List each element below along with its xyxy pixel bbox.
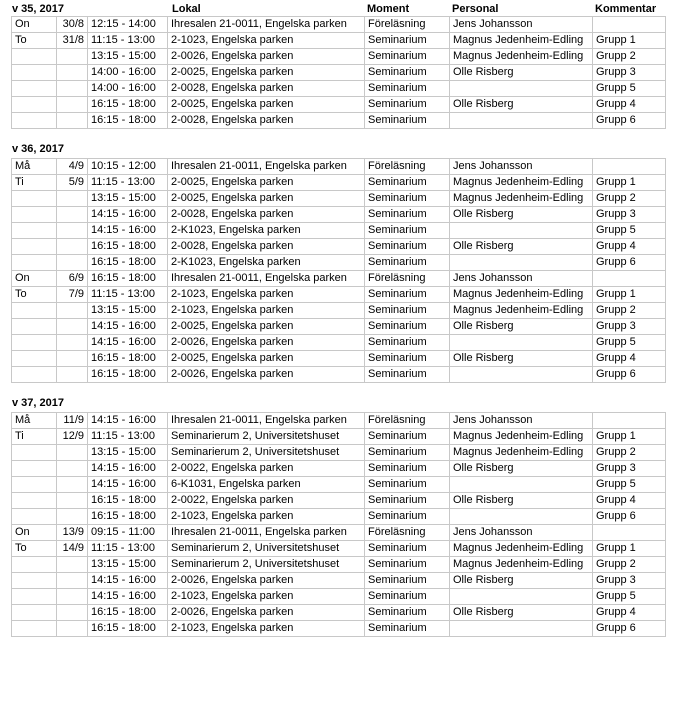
table-row xyxy=(12,239,666,255)
date-cell xyxy=(57,461,88,477)
time-cell: 13:15 - 15:00 xyxy=(88,191,168,207)
comment-cell: Grupp 1 xyxy=(593,33,666,49)
time-cell: 14:15 - 16:00 xyxy=(88,223,168,239)
day-cell xyxy=(12,509,57,525)
time-cell: 11:15 - 13:00 xyxy=(88,541,168,557)
comment-cell: Grupp 4 xyxy=(593,239,666,255)
column-header-moment: Moment xyxy=(367,3,410,15)
day-cell xyxy=(12,191,57,207)
staff-cell xyxy=(450,255,593,271)
date-cell: 11/9 xyxy=(57,413,88,429)
day-cell: On xyxy=(12,525,57,541)
moment-cell: Seminarium xyxy=(365,367,450,383)
moment-cell: Seminarium xyxy=(365,287,450,303)
day-cell: Ti xyxy=(12,175,57,191)
day-cell: On xyxy=(12,17,57,33)
comment-cell: Grupp 2 xyxy=(593,191,666,207)
staff-cell: Magnus Jedenheim-Edling xyxy=(450,49,593,65)
comment-cell: Grupp 2 xyxy=(593,557,666,573)
staff-cell: Jens Johansson xyxy=(450,17,593,33)
table-row xyxy=(12,461,666,477)
staff-cell: Jens Johansson xyxy=(450,525,593,541)
room-cell: 2-0025, Engelska parken xyxy=(168,175,365,191)
day-cell xyxy=(12,49,57,65)
time-cell: 14:15 - 16:00 xyxy=(88,207,168,223)
comment-cell: Grupp 3 xyxy=(593,573,666,589)
time-cell: 16:15 - 18:00 xyxy=(88,271,168,287)
date-cell: 5/9 xyxy=(57,175,88,191)
moment-cell: Seminarium xyxy=(365,255,450,271)
moment-cell: Seminarium xyxy=(365,605,450,621)
day-cell xyxy=(12,351,57,367)
time-cell: 14:00 - 16:00 xyxy=(88,81,168,97)
date-cell xyxy=(57,223,88,239)
date-cell: 6/9 xyxy=(57,271,88,287)
table-row xyxy=(12,429,666,445)
date-cell xyxy=(57,605,88,621)
room-cell: 2-0026, Engelska parken xyxy=(168,367,365,383)
date-cell: 13/9 xyxy=(57,525,88,541)
room-cell: 6-K1031, Engelska parken xyxy=(168,477,365,493)
day-cell: Må xyxy=(12,413,57,429)
staff-cell: Jens Johansson xyxy=(450,271,593,287)
date-cell xyxy=(57,207,88,223)
comment-cell: Grupp 6 xyxy=(593,113,666,129)
staff-cell: Magnus Jedenheim-Edling xyxy=(450,541,593,557)
date-cell xyxy=(57,589,88,605)
time-cell: 13:15 - 15:00 xyxy=(88,557,168,573)
date-cell: 4/9 xyxy=(57,159,88,175)
room-cell: 2-1023, Engelska parken xyxy=(168,303,365,319)
moment-cell: Föreläsning xyxy=(365,525,450,541)
date-cell xyxy=(57,445,88,461)
table-row xyxy=(12,81,666,97)
time-cell: 13:15 - 15:00 xyxy=(88,445,168,461)
day-cell xyxy=(12,65,57,81)
moment-cell: Seminarium xyxy=(365,541,450,557)
room-cell: 2-0022, Engelska parken xyxy=(168,493,365,509)
date-cell xyxy=(57,81,88,97)
comment-cell: Grupp 3 xyxy=(593,319,666,335)
moment-cell: Seminarium xyxy=(365,97,450,113)
day-cell: To xyxy=(12,541,57,557)
time-cell: 11:15 - 13:00 xyxy=(88,175,168,191)
moment-cell: Föreläsning xyxy=(365,271,450,287)
date-cell xyxy=(57,65,88,81)
time-cell: 14:15 - 16:00 xyxy=(88,461,168,477)
table-row xyxy=(12,477,666,493)
comment-cell: Grupp 4 xyxy=(593,493,666,509)
time-cell: 11:15 - 13:00 xyxy=(88,429,168,445)
table-row xyxy=(12,113,666,129)
moment-cell: Seminarium xyxy=(365,191,450,207)
staff-cell: Magnus Jedenheim-Edling xyxy=(450,445,593,461)
table-row xyxy=(12,159,666,175)
room-cell: Seminarierum 2, Universitetshuset xyxy=(168,445,365,461)
date-cell: 30/8 xyxy=(57,17,88,33)
day-cell xyxy=(12,573,57,589)
day-cell xyxy=(12,239,57,255)
table-row xyxy=(12,621,666,637)
day-cell xyxy=(12,367,57,383)
staff-cell xyxy=(450,509,593,525)
week-spacer xyxy=(11,383,665,395)
comment-cell: Grupp 2 xyxy=(593,49,666,65)
moment-cell: Seminarium xyxy=(365,49,450,65)
comment-cell: Grupp 2 xyxy=(593,303,666,319)
room-cell: 2-1023, Engelska parken xyxy=(168,509,365,525)
table-row xyxy=(12,303,666,319)
moment-cell: Seminarium xyxy=(365,509,450,525)
moment-cell: Seminarium xyxy=(365,81,450,97)
week-1-heading: v 35, 2017 xyxy=(12,3,64,15)
comment-cell: Grupp 6 xyxy=(593,621,666,637)
table-row xyxy=(12,191,666,207)
column-header-staff: Personal xyxy=(452,3,499,15)
moment-cell: Seminarium xyxy=(365,303,450,319)
staff-cell: Jens Johansson xyxy=(450,159,593,175)
comment-cell: Grupp 3 xyxy=(593,65,666,81)
comment-cell: Grupp 6 xyxy=(593,367,666,383)
date-cell: 31/8 xyxy=(57,33,88,49)
date-cell xyxy=(57,509,88,525)
comment-cell: Grupp 5 xyxy=(593,335,666,351)
date-cell xyxy=(57,351,88,367)
time-cell: 11:15 - 13:00 xyxy=(88,287,168,303)
day-cell: To xyxy=(12,287,57,303)
moment-cell: Seminarium xyxy=(365,65,450,81)
time-cell: 14:15 - 16:00 xyxy=(88,477,168,493)
table-row xyxy=(12,255,666,271)
staff-cell: Olle Risberg xyxy=(450,239,593,255)
comment-cell: Grupp 6 xyxy=(593,509,666,525)
moment-cell: Föreläsning xyxy=(365,17,450,33)
day-cell xyxy=(12,81,57,97)
table-row xyxy=(12,605,666,621)
comment-cell: Grupp 5 xyxy=(593,589,666,605)
table-row xyxy=(12,207,666,223)
day-cell xyxy=(12,97,57,113)
staff-cell xyxy=(450,589,593,605)
room-cell: 2-0025, Engelska parken xyxy=(168,191,365,207)
date-cell xyxy=(57,49,88,65)
week-table xyxy=(11,412,666,637)
date-cell: 7/9 xyxy=(57,287,88,303)
date-cell xyxy=(57,319,88,335)
table-row xyxy=(12,413,666,429)
comment-cell: Grupp 2 xyxy=(593,445,666,461)
staff-cell: Olle Risberg xyxy=(450,207,593,223)
time-cell: 10:15 - 12:00 xyxy=(88,159,168,175)
staff-cell xyxy=(450,81,593,97)
day-cell xyxy=(12,461,57,477)
week-section xyxy=(11,129,665,383)
room-cell: Seminarierum 2, Universitetshuset xyxy=(168,557,365,573)
day-cell xyxy=(12,223,57,239)
moment-cell: Seminarium xyxy=(365,239,450,255)
comment-cell: Grupp 1 xyxy=(593,541,666,557)
comment-cell: Grupp 5 xyxy=(593,477,666,493)
moment-cell: Seminarium xyxy=(365,589,450,605)
date-cell xyxy=(57,621,88,637)
day-cell xyxy=(12,477,57,493)
moment-cell: Föreläsning xyxy=(365,413,450,429)
date-cell xyxy=(57,335,88,351)
time-cell: 11:15 - 13:00 xyxy=(88,33,168,49)
time-cell: 16:15 - 18:00 xyxy=(88,621,168,637)
time-cell: 16:15 - 18:00 xyxy=(88,239,168,255)
room-cell: Ihresalen 21-0011, Engelska parken xyxy=(168,159,365,175)
time-cell: 14:15 - 16:00 xyxy=(88,335,168,351)
moment-cell: Seminarium xyxy=(365,557,450,573)
table-row xyxy=(12,65,666,81)
comment-cell: Grupp 1 xyxy=(593,429,666,445)
staff-cell xyxy=(450,621,593,637)
time-cell: 16:15 - 18:00 xyxy=(88,113,168,129)
comment-cell: Grupp 5 xyxy=(593,81,666,97)
moment-cell: Seminarium xyxy=(365,223,450,239)
moment-cell: Seminarium xyxy=(365,335,450,351)
table-row xyxy=(12,287,666,303)
week-heading: v 37, 2017 xyxy=(12,397,64,409)
day-cell: Må xyxy=(12,159,57,175)
staff-cell: Magnus Jedenheim-Edling xyxy=(450,287,593,303)
comment-cell: Grupp 4 xyxy=(593,97,666,113)
day-cell xyxy=(12,621,57,637)
time-cell: 16:15 - 18:00 xyxy=(88,493,168,509)
table-row xyxy=(12,573,666,589)
table-row xyxy=(12,541,666,557)
date-cell: 12/9 xyxy=(57,429,88,445)
moment-cell: Seminarium xyxy=(365,445,450,461)
table-row xyxy=(12,271,666,287)
table-row xyxy=(12,525,666,541)
time-cell: 14:15 - 16:00 xyxy=(88,573,168,589)
staff-cell: Olle Risberg xyxy=(450,97,593,113)
comment-cell: Grupp 1 xyxy=(593,175,666,191)
table-row xyxy=(12,319,666,335)
date-cell xyxy=(57,255,88,271)
comment-cell xyxy=(593,17,666,33)
time-cell: 14:00 - 16:00 xyxy=(88,65,168,81)
date-cell: 14/9 xyxy=(57,541,88,557)
room-cell: 2-0026, Engelska parken xyxy=(168,605,365,621)
staff-cell: Magnus Jedenheim-Edling xyxy=(450,33,593,49)
table-row xyxy=(12,351,666,367)
staff-cell: Olle Risberg xyxy=(450,605,593,621)
time-cell: 16:15 - 18:00 xyxy=(88,351,168,367)
time-cell: 16:15 - 18:00 xyxy=(88,97,168,113)
room-cell: 2-0026, Engelska parken xyxy=(168,335,365,351)
column-header-row xyxy=(11,0,665,16)
room-cell: 2-0028, Engelska parken xyxy=(168,81,365,97)
day-cell xyxy=(12,207,57,223)
day-cell xyxy=(12,445,57,461)
staff-cell xyxy=(450,477,593,493)
comment-cell: Grupp 4 xyxy=(593,351,666,367)
table-row xyxy=(12,97,666,113)
comment-cell: Grupp 1 xyxy=(593,287,666,303)
day-cell xyxy=(12,589,57,605)
week-section xyxy=(11,16,665,129)
staff-cell xyxy=(450,113,593,129)
week-table xyxy=(11,16,666,129)
date-cell xyxy=(57,493,88,509)
staff-cell: Magnus Jedenheim-Edling xyxy=(450,175,593,191)
room-cell: Ihresalen 21-0011, Engelska parken xyxy=(168,271,365,287)
time-cell: 09:15 - 11:00 xyxy=(88,525,168,541)
room-cell: Seminarierum 2, Universitetshuset xyxy=(168,429,365,445)
room-cell: 2-1023, Engelska parken xyxy=(168,621,365,637)
date-cell xyxy=(57,573,88,589)
staff-cell: Olle Risberg xyxy=(450,319,593,335)
staff-cell: Jens Johansson xyxy=(450,413,593,429)
time-cell: 16:15 - 18:00 xyxy=(88,605,168,621)
table-row xyxy=(12,175,666,191)
week-spacer xyxy=(11,129,665,141)
room-cell: Ihresalen 21-0011, Engelska parken xyxy=(168,525,365,541)
room-cell: 2-1023, Engelska parken xyxy=(168,287,365,303)
day-cell: To xyxy=(12,33,57,49)
comment-cell xyxy=(593,159,666,175)
table-row xyxy=(12,493,666,509)
table-row xyxy=(12,33,666,49)
comment-cell: Grupp 6 xyxy=(593,255,666,271)
moment-cell: Seminarium xyxy=(365,351,450,367)
date-cell xyxy=(57,239,88,255)
day-cell xyxy=(12,335,57,351)
time-cell: 13:15 - 15:00 xyxy=(88,303,168,319)
room-cell: 2-0025, Engelska parken xyxy=(168,319,365,335)
time-cell: 16:15 - 18:00 xyxy=(88,509,168,525)
table-row xyxy=(12,367,666,383)
staff-cell xyxy=(450,223,593,239)
staff-cell: Olle Risberg xyxy=(450,493,593,509)
moment-cell: Seminarium xyxy=(365,207,450,223)
room-cell: Ihresalen 21-0011, Engelska parken xyxy=(168,413,365,429)
room-cell: 2-K1023, Engelska parken xyxy=(168,223,365,239)
staff-cell: Olle Risberg xyxy=(450,461,593,477)
moment-cell: Seminarium xyxy=(365,477,450,493)
room-cell: Seminarierum 2, Universitetshuset xyxy=(168,541,365,557)
room-cell: 2-0026, Engelska parken xyxy=(168,573,365,589)
staff-cell: Magnus Jedenheim-Edling xyxy=(450,191,593,207)
staff-cell: Magnus Jedenheim-Edling xyxy=(450,303,593,319)
day-cell xyxy=(12,319,57,335)
moment-cell: Seminarium xyxy=(365,33,450,49)
date-cell xyxy=(57,303,88,319)
time-cell: 14:15 - 16:00 xyxy=(88,319,168,335)
weeks-container xyxy=(11,16,665,637)
day-cell xyxy=(12,255,57,271)
day-cell xyxy=(12,557,57,573)
table-row xyxy=(12,589,666,605)
staff-cell xyxy=(450,335,593,351)
date-cell xyxy=(57,367,88,383)
room-cell: 2-0025, Engelska parken xyxy=(168,65,365,81)
day-cell: On xyxy=(12,271,57,287)
column-header-comment: Kommentar xyxy=(595,3,657,15)
date-cell xyxy=(57,477,88,493)
column-header-room: Lokal xyxy=(172,3,201,15)
date-cell xyxy=(57,97,88,113)
comment-cell xyxy=(593,413,666,429)
time-cell: 16:15 - 18:00 xyxy=(88,367,168,383)
comment-cell: Grupp 3 xyxy=(593,207,666,223)
day-cell xyxy=(12,303,57,319)
moment-cell: Seminarium xyxy=(365,573,450,589)
comment-cell xyxy=(593,271,666,287)
staff-cell: Magnus Jedenheim-Edling xyxy=(450,557,593,573)
comment-cell xyxy=(593,525,666,541)
week-section xyxy=(11,383,665,637)
time-cell: 14:15 - 16:00 xyxy=(88,589,168,605)
day-cell: Ti xyxy=(12,429,57,445)
room-cell: 2-1023, Engelska parken xyxy=(168,33,365,49)
schedule-page xyxy=(11,0,665,637)
room-cell: 2-0025, Engelska parken xyxy=(168,351,365,367)
staff-cell xyxy=(450,367,593,383)
week-table xyxy=(11,158,666,383)
table-row xyxy=(12,335,666,351)
time-cell: 16:15 - 18:00 xyxy=(88,255,168,271)
room-cell: 2-0028, Engelska parken xyxy=(168,239,365,255)
comment-cell: Grupp 5 xyxy=(593,223,666,239)
table-row xyxy=(12,557,666,573)
date-cell xyxy=(57,191,88,207)
room-cell: 2-1023, Engelska parken xyxy=(168,589,365,605)
table-row xyxy=(12,445,666,461)
moment-cell: Seminarium xyxy=(365,621,450,637)
staff-cell: Magnus Jedenheim-Edling xyxy=(450,429,593,445)
comment-cell: Grupp 4 xyxy=(593,605,666,621)
room-cell: 2-0025, Engelska parken xyxy=(168,97,365,113)
day-cell xyxy=(12,113,57,129)
week-heading: v 36, 2017 xyxy=(12,143,64,155)
comment-cell: Grupp 3 xyxy=(593,461,666,477)
time-cell: 13:15 - 15:00 xyxy=(88,49,168,65)
time-cell: 12:15 - 14:00 xyxy=(88,17,168,33)
table-row xyxy=(12,49,666,65)
staff-cell: Olle Risberg xyxy=(450,351,593,367)
room-cell: Ihresalen 21-0011, Engelska parken xyxy=(168,17,365,33)
room-cell: 2-0028, Engelska parken xyxy=(168,113,365,129)
staff-cell: Olle Risberg xyxy=(450,573,593,589)
table-row xyxy=(12,223,666,239)
date-cell xyxy=(57,113,88,129)
moment-cell: Seminarium xyxy=(365,319,450,335)
room-cell: 2-0028, Engelska parken xyxy=(168,207,365,223)
table-row xyxy=(12,17,666,33)
moment-cell: Seminarium xyxy=(365,175,450,191)
time-cell: 14:15 - 16:00 xyxy=(88,413,168,429)
room-cell: 2-K1023, Engelska parken xyxy=(168,255,365,271)
day-cell xyxy=(12,605,57,621)
room-cell: 2-0026, Engelska parken xyxy=(168,49,365,65)
moment-cell: Seminarium xyxy=(365,493,450,509)
table-row xyxy=(12,509,666,525)
moment-cell: Seminarium xyxy=(365,113,450,129)
room-cell: 2-0022, Engelska parken xyxy=(168,461,365,477)
day-cell xyxy=(12,493,57,509)
moment-cell: Seminarium xyxy=(365,461,450,477)
date-cell xyxy=(57,557,88,573)
staff-cell: Olle Risberg xyxy=(450,65,593,81)
moment-cell: Föreläsning xyxy=(365,159,450,175)
moment-cell: Seminarium xyxy=(365,429,450,445)
